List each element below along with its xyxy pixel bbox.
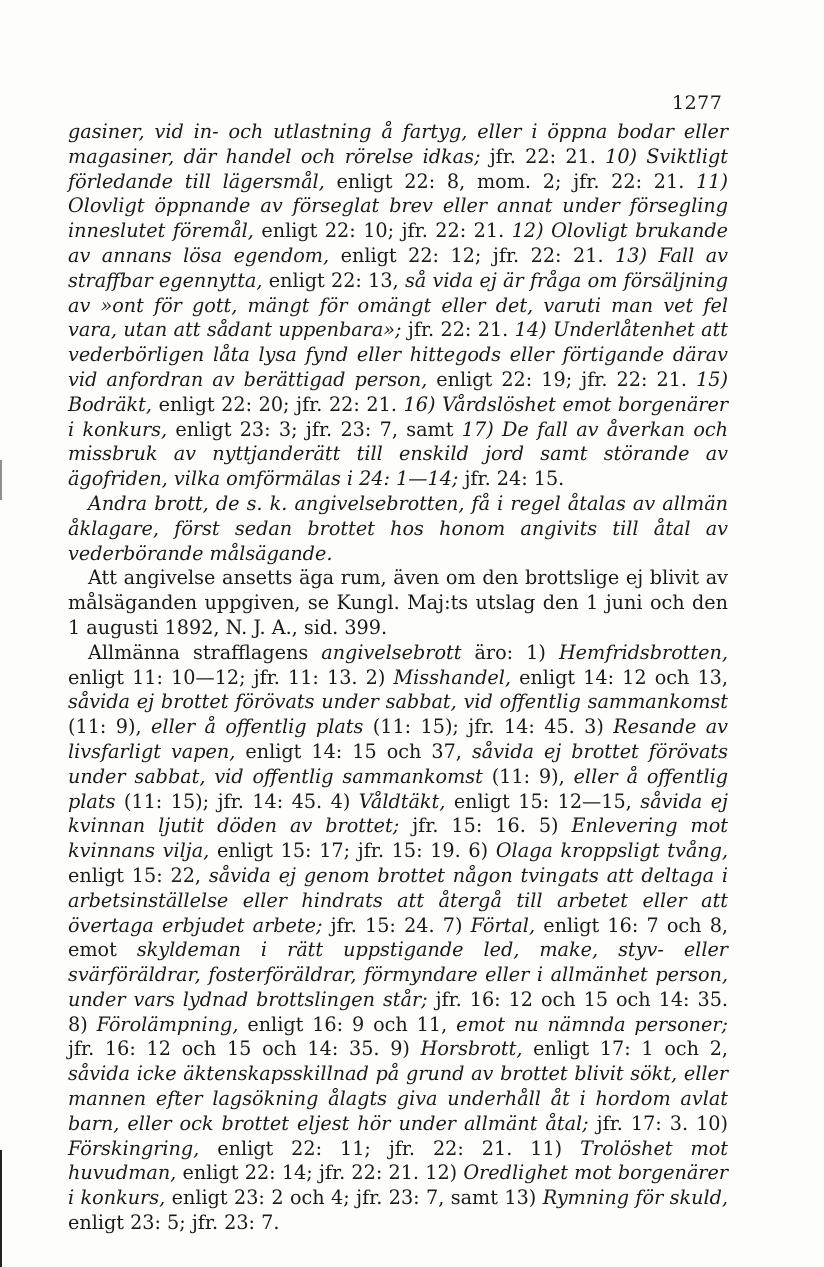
text-run: enligt 22: 14; jfr. 22: 21. 12): [176, 1161, 464, 1185]
text-run: jfr. 15: 24. 7): [322, 913, 471, 937]
italic-text-run: Förtal,: [470, 913, 536, 937]
italic-text-run: Förskingring,: [68, 1136, 200, 1160]
italic-text-run: gasiner, vid in- och utlastning å fartyg, eller i öppna bodar eller magasiner, där handel och rörelse idkas;: [68, 120, 728, 168]
italic-text-run: skyldeman i rätt uppstigande led, make, styv- eller svärföräldrar, fosterföräldrar, förmyndare eller i allmänhet person, under vars lydnad brottslingen står;: [68, 938, 728, 1011]
text-run: enligt 14: 15 och 37,: [235, 739, 472, 763]
scan-edge-mark: [0, 460, 2, 500]
body-text: [68, 120, 728, 1236]
text-run: Allmänna strafflagens: [88, 640, 322, 664]
italic-text-run: emot nu nämnda personer;: [456, 1012, 728, 1036]
italic-text-run: Våldtäkt,: [358, 789, 446, 813]
italic-text-run: 17) De fall av åverkan och missbruk av nyttjanderätt till enskild jord samt störande av ägofriden, vilka omförmälas i 24: 1—14;: [68, 417, 729, 491]
italic-text-run: 12) Olovligt brukande av annans lösa egendom,: [68, 219, 728, 267]
italic-text-run: såvida ej genom brottet någon tvingats att deltaga i arbetsinställelse eller hindrats att återgå till arbetet eller att övertaga erbjudet arbete;: [68, 863, 729, 937]
text-run: enligt 15: 17; jfr. 15: 19. 6): [209, 839, 496, 863]
italic-text-run: Rymning för skuld,: [542, 1186, 729, 1210]
italic-text-run: såvida ej brottet förövats under sabbat, vid offentlig sammankomst: [68, 739, 729, 788]
text-run: jfr. 22: 21.: [401, 318, 515, 342]
paragraph: [68, 120, 728, 492]
text-run: enligt 22: 12; jfr. 22: 21.: [329, 243, 616, 267]
text-run: jfr. 16: 12 och 15 och 14: 35. 9): [68, 1037, 421, 1061]
text-run: (11: 9),: [68, 715, 151, 739]
text-run: jfr. 16: 12 och 15 och 14: 35. 8): [68, 987, 728, 1036]
text-run: jfr. 15: 16. 5): [399, 814, 572, 838]
text-run: enligt 16: 9 och 11,: [238, 1012, 457, 1036]
text-run: jfr. 22: 21.: [480, 144, 606, 168]
text-run: enligt 17: 1 och 2,: [522, 1037, 728, 1061]
italic-text-run: Horsbrott,: [420, 1037, 523, 1061]
italic-text-run: Förolämpning,: [96, 1012, 239, 1036]
text-run: enligt 22: 19; jfr. 22: 21.: [427, 367, 697, 391]
italic-text-run: eller å offentlig plats: [68, 764, 729, 813]
text-run: enligt 23: 3; jfr. 23: 7, samt: [167, 417, 462, 441]
paragraph: [68, 492, 728, 566]
text-run: enligt 14: 12 och 13,: [510, 665, 728, 689]
text-run: enligt 22: 8, mom. 2; jfr. 22: 21.: [324, 169, 697, 193]
italic-text-run: eller å offentlig plats: [150, 715, 364, 739]
italic-text-run: såvida ej kvinnan ljutit döden av brottet;: [68, 789, 729, 838]
page-number: 1277: [672, 92, 723, 114]
text-run: Att angivelse ansetts äga rum, även om den brottslige ej blivit av målsäganden uppgiven, se Kungl. Maj:ts utslag den 1 juni och den 1 augusti 1892, N. J. A., sid. 399.: [68, 566, 728, 639]
italic-text-run: Enlevering mot kvinnans vilja,: [68, 814, 728, 863]
text-run: enligt 15: 22,: [68, 863, 209, 887]
italic-text-run: Resande av livsfarligt vapen,: [68, 715, 729, 763]
italic-text-run: Trolöshet mot huvudman,: [68, 1136, 728, 1185]
text-run: enligt 22: 20; jfr. 22: 21.: [151, 392, 404, 416]
italic-text-run: 10) Sviktligt förledande till lägersmål,: [68, 144, 729, 193]
text-run: jfr. 17: 3. 10): [588, 1111, 728, 1135]
italic-text-run: 14) Underlåtenhet att vederbörligen låta lysa fynd eller hittegods eller förtigande därav vid anfordran av berättigad person,: [68, 318, 728, 391]
scan-edge-mark: [0, 1150, 2, 1267]
paragraph: [68, 566, 728, 640]
italic-text-run: 15) Bodräkt,: [68, 367, 728, 416]
text-run: enligt 16: 7 och 8, emot: [68, 913, 729, 962]
italic-text-run: Andra brott, de s. k. angivelsebrotten, få i regel åtalas av allmän åklagare, först sedan brottet hos honom angivits till åtal av vederbörande målsägande.: [68, 491, 728, 565]
italic-text-run: Hemfridsbrotten,: [558, 640, 728, 664]
text-run: enligt 23: 2 och 4; jfr. 23: 7, samt 13): [165, 1186, 543, 1210]
text-run: (11: 9),: [482, 764, 574, 788]
paragraph: [68, 641, 728, 1236]
italic-text-run: 13) Fall av straffbar egennytta,: [68, 243, 728, 292]
italic-text-run: 11) Olovligt öppnande av förseglat brev eller annat under försegling inneslutet föremål,: [68, 169, 728, 243]
text-run: (11: 15); jfr. 14: 45. 3): [363, 715, 614, 739]
text-run: enligt 22: 13,: [262, 268, 405, 292]
italic-text-run: Misshandel,: [393, 665, 511, 689]
text-run: enligt 23: 5; jfr. 23: 7.: [68, 1211, 280, 1235]
italic-text-run: såvida icke äktenskapsskillnad på grund av brottet blivit sökt, eller mannen efter lagsökning ålagts giva underhåll åt i hordom avlat barn, eller ock brottet eljest hör under allmänt åtal;: [68, 1062, 728, 1135]
text-run: enligt 15: 12—15,: [445, 789, 641, 813]
text-run: jfr. 24: 15.: [458, 467, 565, 491]
italic-text-run: angivelsebrott: [321, 640, 462, 664]
italic-text-run: 16) Vårdslöshet emot borgenärer i konkurs,: [68, 392, 728, 441]
italic-text-run: Oredlighet mot borgenärer i konkurs,: [68, 1161, 728, 1210]
text-run: (11: 15); jfr. 14: 45. 4): [115, 789, 359, 813]
italic-text-run: Olaga kroppsligt tvång,: [495, 839, 728, 863]
text-run: äro: 1): [461, 640, 559, 664]
text-run: enligt 22: 11; jfr. 22: 21. 11): [199, 1136, 581, 1160]
text-run: enligt 11: 10—12; jfr. 11: 13. 2): [68, 665, 394, 689]
text-run: enligt 22: 10; jfr. 22: 21.: [253, 219, 512, 243]
italic-text-run: såvida ej brottet förövats under sabbat, vid offentlig sammankomst: [68, 690, 728, 714]
italic-text-run: så vida ej är fråga om försäljning av »ont för gott, mängt för omängt eller det, varuti man vet fel vara, utan att sådant uppenbara»;: [68, 268, 729, 342]
